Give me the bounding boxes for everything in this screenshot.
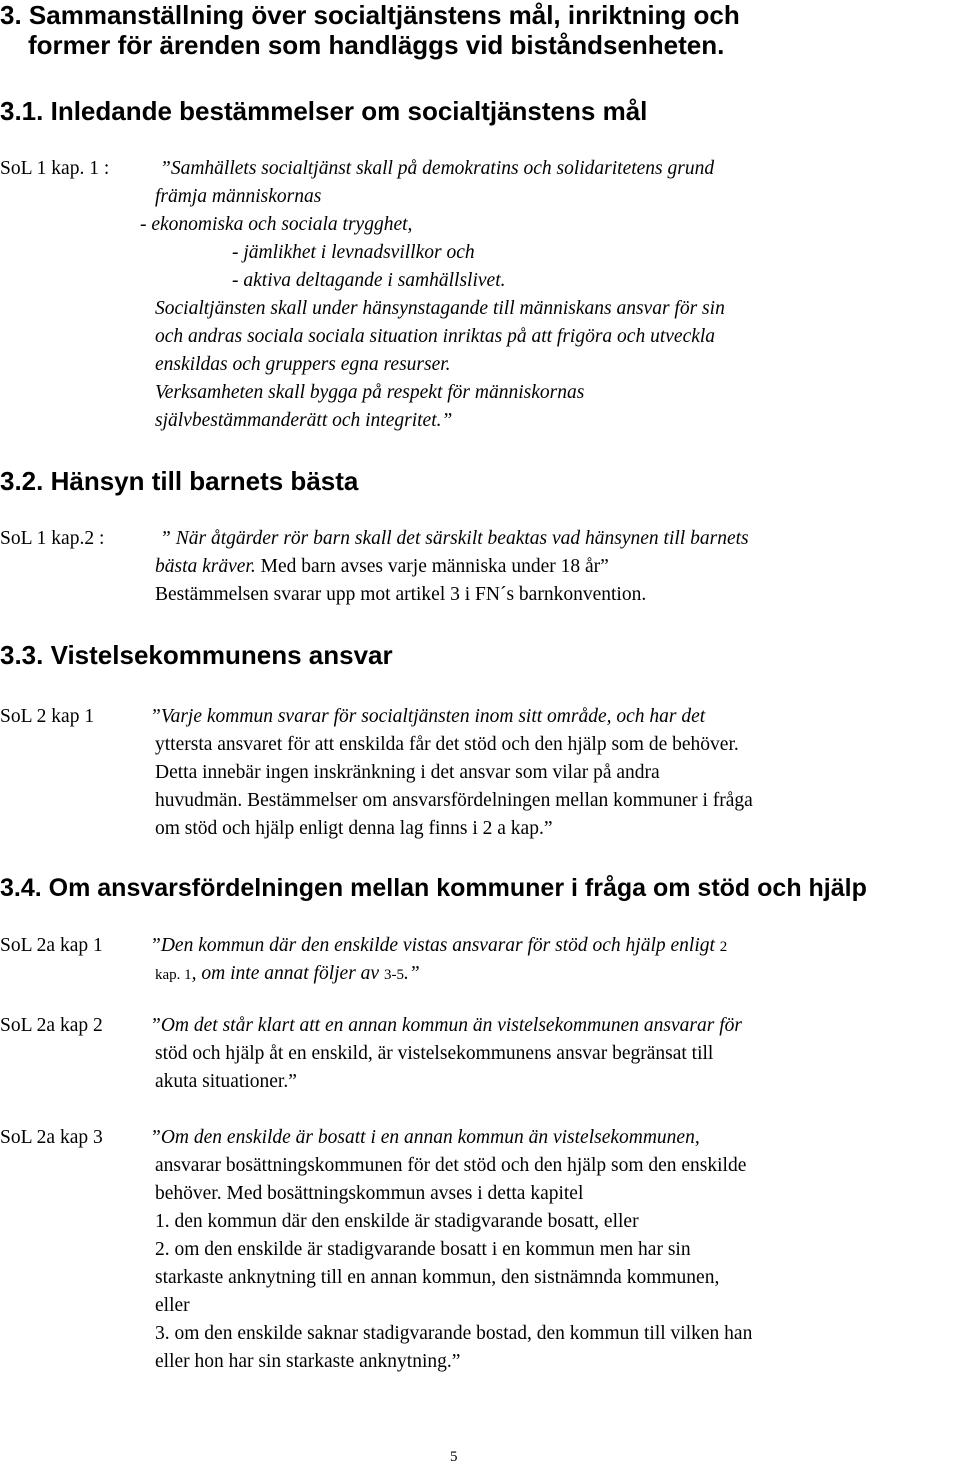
body-line: Detta innebär ingen inskränkning i det ansvar som vilar på andra [155, 762, 660, 783]
quote-line: ”Om det står klart att en annan kommun än vistelsekommunen ansvarar för [150, 1015, 742, 1036]
body-line: om stöd och hjälp enligt denna lag finns i 2 a kap.” [155, 818, 553, 839]
quote-line: ”Om den enskilde är bosatt i en annan kommun än vistelsekommunen, [150, 1127, 700, 1148]
law-reference: SoL 2a kap 1 [0, 935, 103, 956]
law-reference: SoL 1 kap. 1 : [0, 158, 110, 179]
quote-line: - aktiva deltagande i samhällslivet. [232, 270, 506, 291]
body-line: stöd och hjälp åt en enskild, är vistelsekommunens ansvar begränsat till [155, 1043, 714, 1064]
body-line: eller [155, 1295, 190, 1316]
section-heading-3-4: 3.4. Om ansvarsfördelningen mellan kommuner i fråga om stöd och hjälp [0, 874, 867, 902]
section-heading-3-line-1: 3. Sammanställning över socialtjänstens mål, inriktning och [0, 0, 740, 30]
body-line: yttersta ansvaret för att enskilda får det stöd och den hjälp som de behöver. [155, 734, 739, 755]
quote-line: Verksamheten skall bygga på respekt för människornas [155, 382, 585, 403]
quote-fragment: , om inte annat följer av [191, 963, 380, 984]
body-line: ansvarar bosättningskommunen för det stöd och den hjälp som den enskilde [155, 1155, 747, 1176]
body-line: eller hon har sin starkaste anknytning.” [155, 1351, 461, 1372]
body-line: 2. om den enskilde är stadigvarande bosatt i en kommun men har sin [155, 1239, 691, 1260]
quote-line [150, 932, 727, 961]
page-number: 5 [450, 1449, 458, 1465]
quote-line: främja människornas [155, 186, 322, 207]
body-line: 3. om den enskilde saknar stadigvarande bostad, den kommun till vilken han [155, 1323, 753, 1344]
body-line: 1. den kommun där den enskilde är stadigvarande bosatt, eller [155, 1211, 639, 1232]
quote-fragment: 2 [719, 939, 728, 955]
quote-line [155, 553, 609, 581]
body-line: starkaste anknytning till en annan kommun, den sistnämnda kommunen, [155, 1267, 720, 1288]
section-heading-3-3: 3.3. Vistelsekommunens ansvar [0, 640, 393, 670]
section-heading-3-line-2: former för ärenden som handläggs vid biståndsenheten. [28, 30, 725, 60]
body-line: Bestämmelsen svarar upp mot artikel 3 i FN´s barnkonvention. [155, 584, 647, 605]
law-reference: SoL 2a kap 3 [0, 1127, 103, 1148]
section-heading-3-1: 3.1. Inledande bestämmelser om socialtjänstens mål [0, 96, 648, 126]
quote-fragment: bästa kräver. [155, 556, 256, 577]
law-reference: SoL 1 kap.2 : [0, 528, 105, 549]
quote-line: - jämlikhet i levnadsvillkor och [232, 242, 475, 263]
quote-line [155, 960, 420, 989]
quote-fragment: .” [403, 963, 420, 984]
section-heading-3-2: 3.2. Hänsyn till barnets bästa [0, 466, 359, 496]
quote-fragment: 3-5 [383, 967, 404, 983]
quote-line: ” När åtgärder rör barn skall det särskilt beaktas vad hänsynen till barnets [160, 528, 749, 549]
quote-line: ”Varje kommun svarar för socialtjänsten inom sitt område, och har det [150, 706, 706, 727]
quote-line: ”Samhällets socialtjänst skall på demokratins och solidaritetens grund [160, 158, 715, 179]
quote-fragment: Med barn avses varje människa under 18 år” [260, 556, 609, 577]
quote-line: - ekonomiska och sociala trygghet, [140, 214, 413, 235]
body-line: huvudmän. Bestämmelser om ansvarsfördelningen mellan kommuner i fråga [155, 790, 753, 811]
quote-fragment: ”Den kommun där den enskilde vistas ansvarar för stöd och hjälp enligt [150, 935, 715, 956]
law-reference: SoL 2a kap 2 [0, 1015, 103, 1036]
quote-fragment: kap. 1 [155, 967, 192, 983]
quote-line: självbestämmanderätt och integritet.” [155, 410, 453, 431]
quote-line: Socialtjänsten skall under hänsynstagande till människans ansvar för sin [155, 298, 725, 319]
law-reference: SoL 2 kap 1 [0, 706, 95, 727]
quote-line: enskildas och gruppers egna resurser. [155, 354, 451, 375]
section-heading-3 [0, 0, 740, 60]
quote-line: och andras sociala sociala situation inriktas på att frigöra och utveckla [155, 326, 716, 347]
body-line: akuta situationer.” [155, 1071, 297, 1092]
body-line: behöver. Med bosättningskommun avses i detta kapitel [155, 1183, 584, 1204]
